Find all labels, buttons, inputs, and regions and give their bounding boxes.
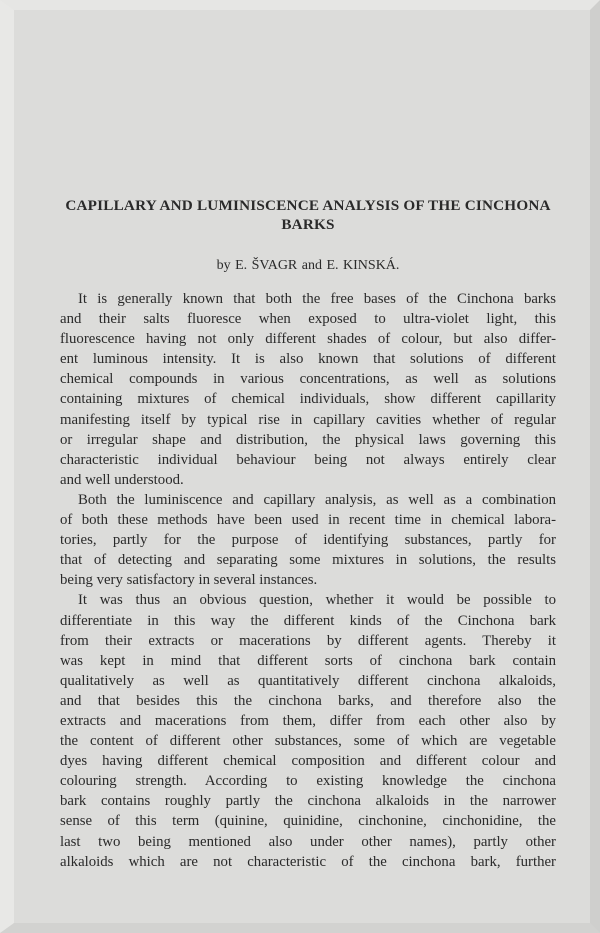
text-line: bark contains roughly partly the cinchona alkaloids in the narrower (60, 793, 556, 810)
text-line: was kept in mind that different sorts of cinchona bark contain (60, 652, 556, 669)
text-line: ent luminous intensity. It is also known that solutions of different (60, 351, 556, 368)
text-line: fluorescence having not only different shades of colour, but also differ- (60, 331, 556, 348)
document-body (60, 289, 556, 872)
text-line: from their extracts or macerations by different agents. Thereby it (60, 632, 556, 649)
paragraph-3 (60, 590, 556, 871)
text-line: It is generally known that both the free bases of the Cinchona barks (78, 291, 556, 307)
document-byline: by E. ŠVAGR and E. KINSKÁ. (216, 258, 400, 273)
text-line: containing mixtures of chemical individuals, show different capillarity (60, 391, 556, 408)
text-line: that of detecting and separating some mixtures in solutions, the results (60, 552, 556, 569)
text-line: last two being mentioned also under other names), partly other (60, 833, 556, 850)
text-line: Both the luminiscence and capillary analysis, as well as a combination (78, 491, 556, 508)
text-line: and that besides this the cinchona barks, and therefore also the (60, 692, 556, 709)
paragraph-2 (60, 490, 556, 590)
text-line: tories, partly for the purpose of identifying substances, partly for (60, 532, 556, 549)
text-line: extracts and macerations from them, differ from each other also by (60, 712, 556, 729)
text-line: qualitatively as well as quantitatively different cinchona alkaloids, (60, 672, 556, 689)
text-line: of both these methods have been used in recent time in chemical labora- (60, 512, 556, 529)
text-line: the content of different other substances, some of which are vegetable (60, 733, 556, 750)
text-line: manifesting itself by typical rise in capillary cavities whether of regular (60, 411, 556, 428)
text-line: characteristic individual behaviour being not always entirely clear (60, 451, 556, 468)
text-line: and well understood. (60, 471, 184, 488)
text-line: being very satisfactory in several instances. (60, 572, 318, 589)
text-line: or irregular shape and distribution, the physical laws governing this (60, 431, 556, 448)
text-line: chemical compounds in various concentrations, as well as solutions (60, 371, 556, 388)
text-line: differentiate in this way the different kinds of the Cinchona bark (60, 612, 556, 629)
text-line: and their salts fluoresce when exposed to ultra-violet light, this (60, 311, 556, 328)
document-title: CAPILLARY AND LUMINISCENCE ANALYSIS OF THE CINCHONA BARKS (65, 197, 551, 233)
text-line: sense of this term (quinine, quinidine, cinchonine, cinchonidine, the (60, 813, 556, 830)
text-line: alkaloids which are not characteristic of the cinchona bark, further (60, 853, 556, 870)
text-line: colouring strength. According to existing knowledge the cinchona (60, 773, 556, 790)
text-line: dyes having different chemical composition and different colour and (60, 753, 556, 770)
paragraph-1 (60, 289, 556, 490)
text-line: It was thus an obvious question, whether it would be possible to (78, 592, 556, 609)
